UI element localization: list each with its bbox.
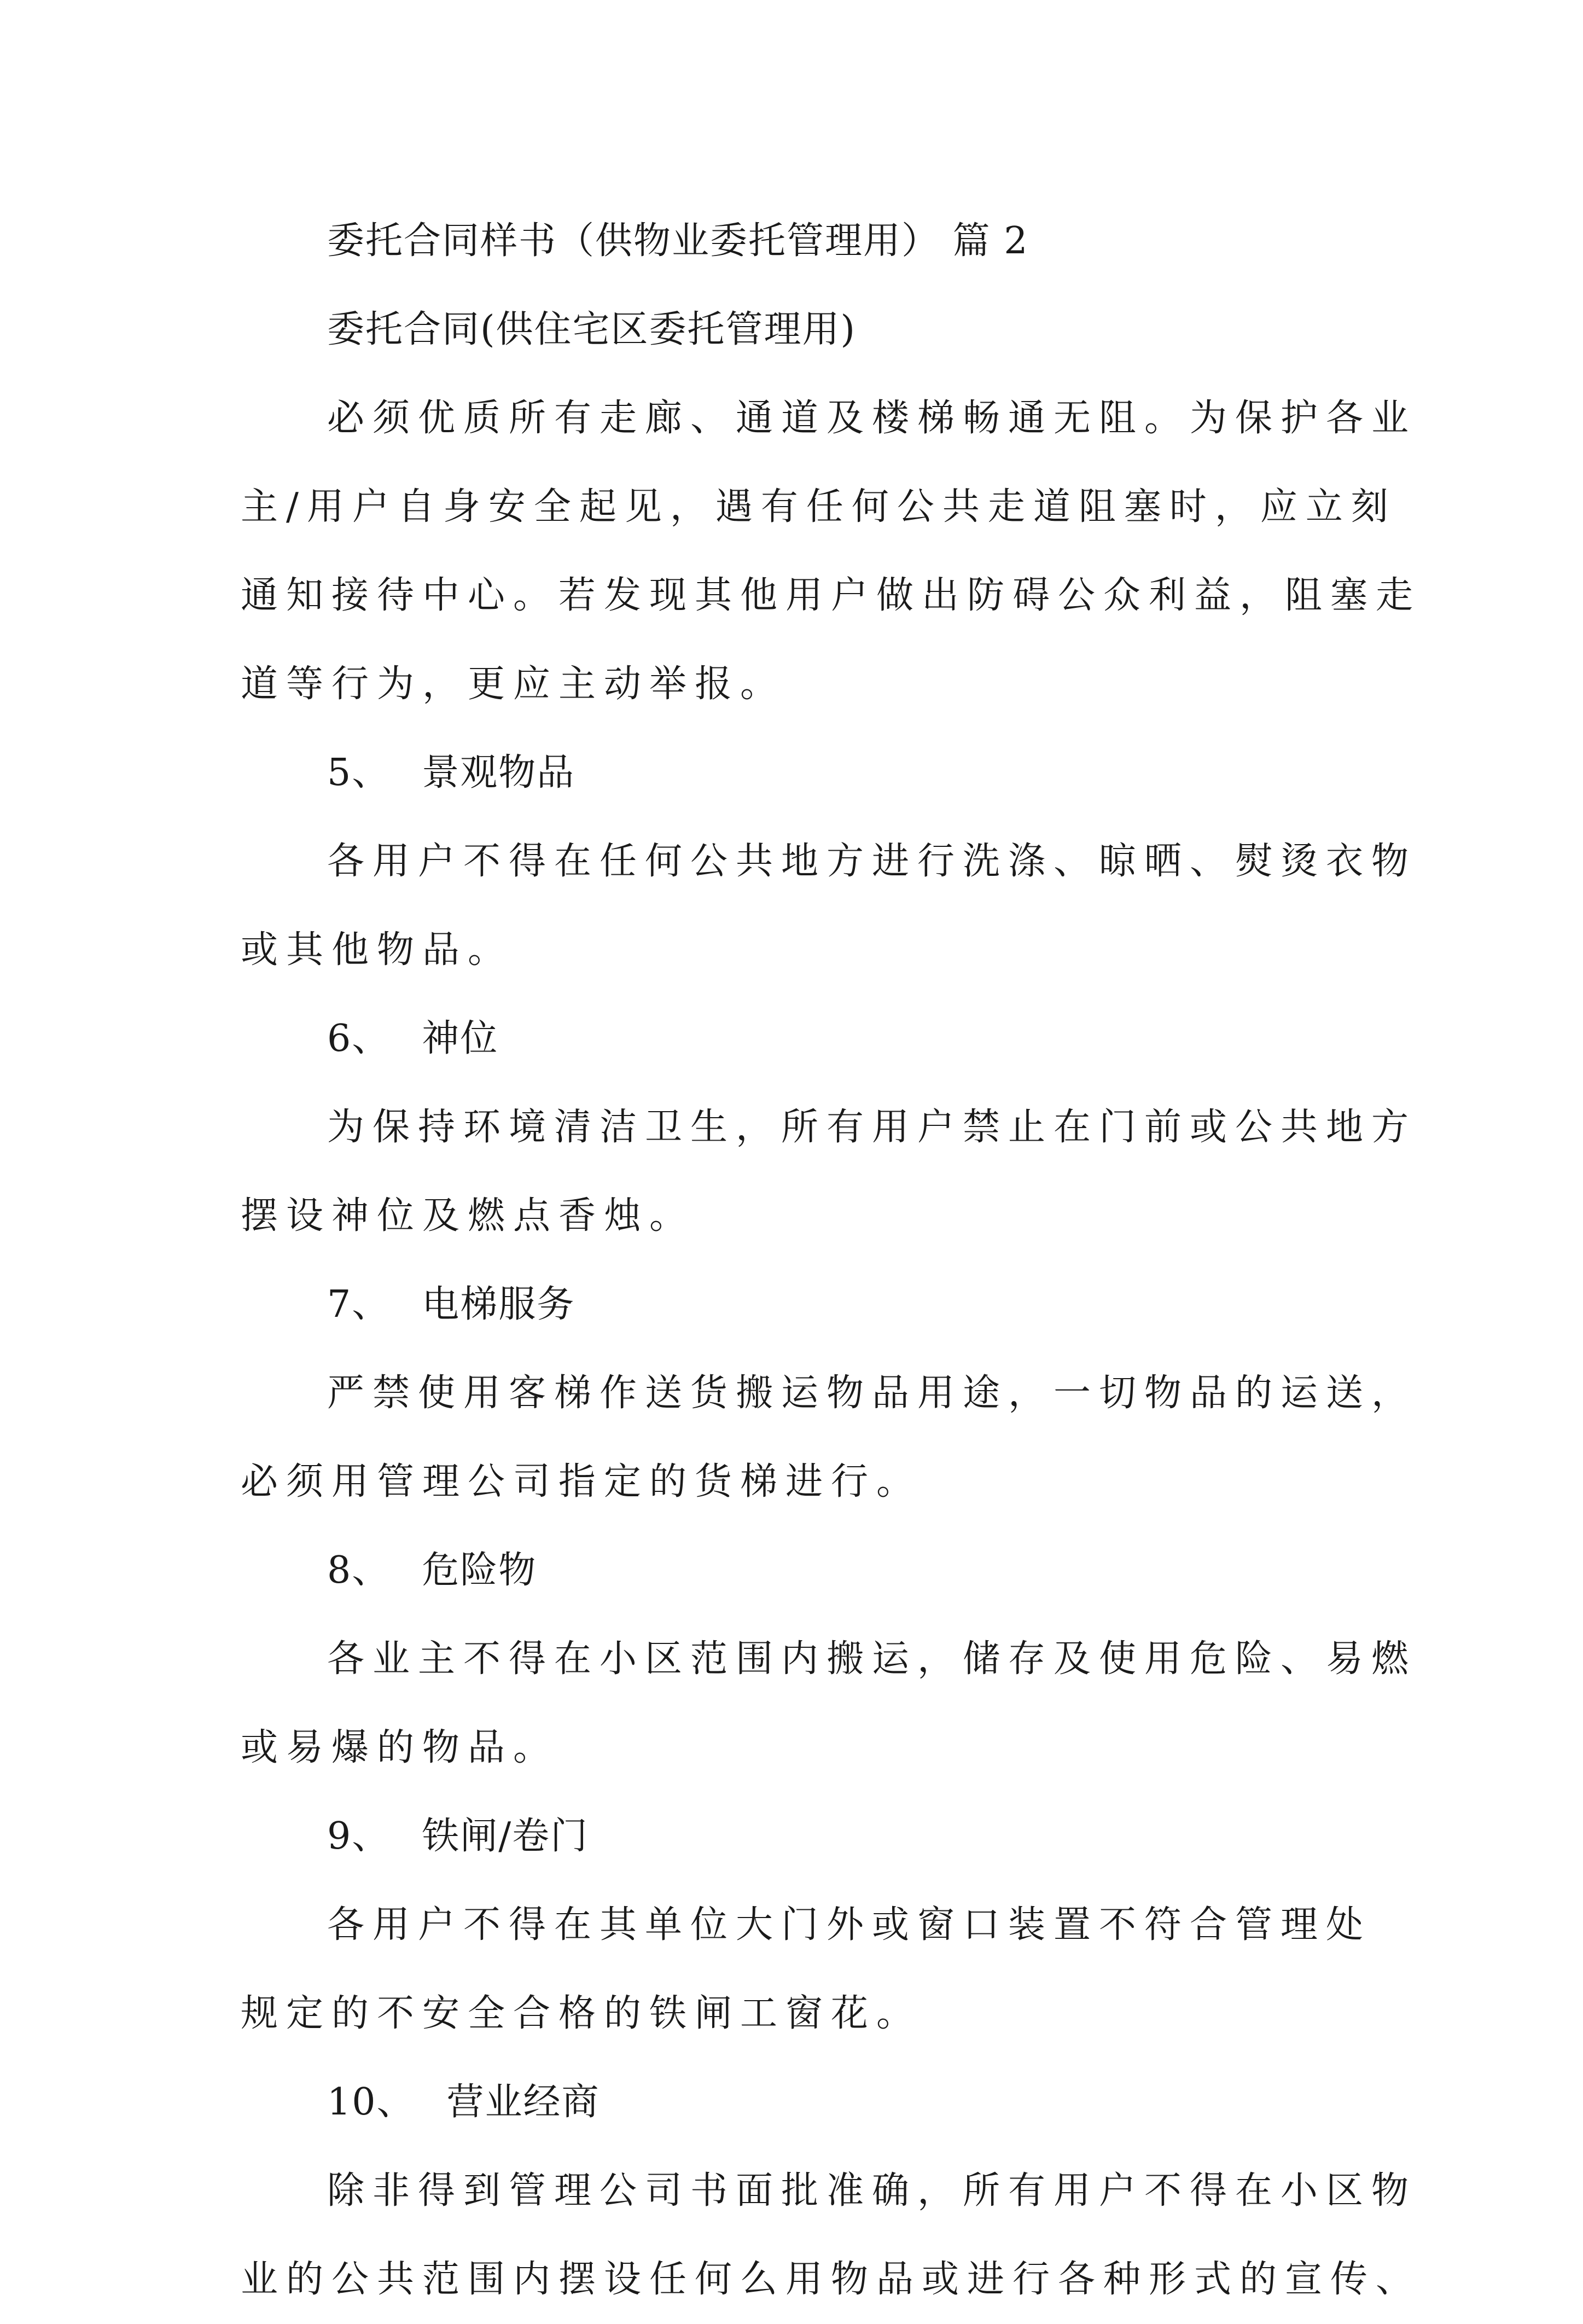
section-5 (241, 729, 1417, 995)
paragraph-line: 必须用管理公司指定的货梯进行。 (241, 1460, 922, 1503)
section-6 (241, 995, 1417, 1260)
section-heading (241, 1526, 1357, 1615)
section-number: 9、 (327, 1815, 391, 1858)
paragraph-line: 或易爆的物品。 (241, 1726, 559, 1769)
section-heading-text: 电梯服务 (422, 1283, 575, 1326)
paragraph-line: 严禁使用客梯作送货搬运物品用途，一切物品的运送， (327, 1372, 1417, 1415)
section-number: 6、 (327, 1017, 391, 1060)
section-heading-text: 危险物 (422, 1549, 537, 1592)
paragraph-line: 各用户不得在其单位大门外或窗口装置不符合管理处 (327, 1903, 1372, 1947)
paragraph-line: 除非得到管理公司书面批准确，所有用户不得在小区物 (327, 2169, 1417, 2212)
section-9 (241, 1792, 1372, 2058)
paragraph-line: 为保持环境清洁卫生，所有用户禁止在门前或公共地方 (327, 1106, 1417, 1149)
section-heading (241, 995, 1357, 1083)
section-heading-text: 景观物品 (422, 751, 575, 794)
section-heading (241, 2058, 1357, 2147)
paragraph-line: 各业主不得在小区范围内搬运，储存及使用危险、易燃 (327, 1637, 1417, 1681)
section-heading (241, 729, 1357, 817)
section-heading-text: 营业经商 (446, 2081, 600, 2124)
document-title: 委托合同样书（供物业委托管理用） 篇 2 (327, 219, 1029, 263)
section-heading (241, 1260, 1357, 1349)
document-body (241, 197, 1422, 2324)
section-heading (241, 1792, 1357, 1881)
paragraph-line: 必须优质所有走廊、通道及楼梯畅通无阻。为保护各业 (327, 397, 1417, 440)
section-8 (241, 1526, 1417, 1792)
paragraph-line: 通知接待中心。若发现其他用户做出防碍公众利益，阻塞走 (241, 574, 1422, 617)
paragraph-line: 道等行为，更应主动举报。 (241, 663, 786, 706)
document-subtitle: 委托合同(供住宅区委托管理用) (327, 308, 857, 351)
intro-paragraph (241, 374, 1422, 729)
section-7 (241, 1260, 1417, 1526)
section-heading-text: 铁闸/卷门 (422, 1815, 589, 1858)
paragraph-line: 或其他物品。 (241, 928, 514, 972)
paragraph-line: 摆设神位及燃点香烛。 (241, 1194, 695, 1237)
section-number: 8、 (327, 1549, 391, 1592)
section-number: 7、 (327, 1283, 391, 1326)
paragraph-line: 各用户不得在任何公共地方进行洗涤、晾晒、熨烫衣物 (327, 840, 1417, 883)
section-number: 5、 (327, 751, 391, 794)
section-10 (241, 2058, 1422, 2324)
section-heading-text: 神位 (422, 1017, 499, 1060)
paragraph-line: 主/用户自身安全起见，遇有任何公共走道阻塞时，应立刻 (241, 485, 1396, 528)
paragraph-line: 规定的不安全合格的铁闸工窗花。 (241, 1992, 922, 2035)
paragraph-line: 业的公共范围内摆设任何么用物品或进行各种形式的宣传、 (241, 2258, 1422, 2301)
section-number: 10、 (327, 2081, 415, 2124)
